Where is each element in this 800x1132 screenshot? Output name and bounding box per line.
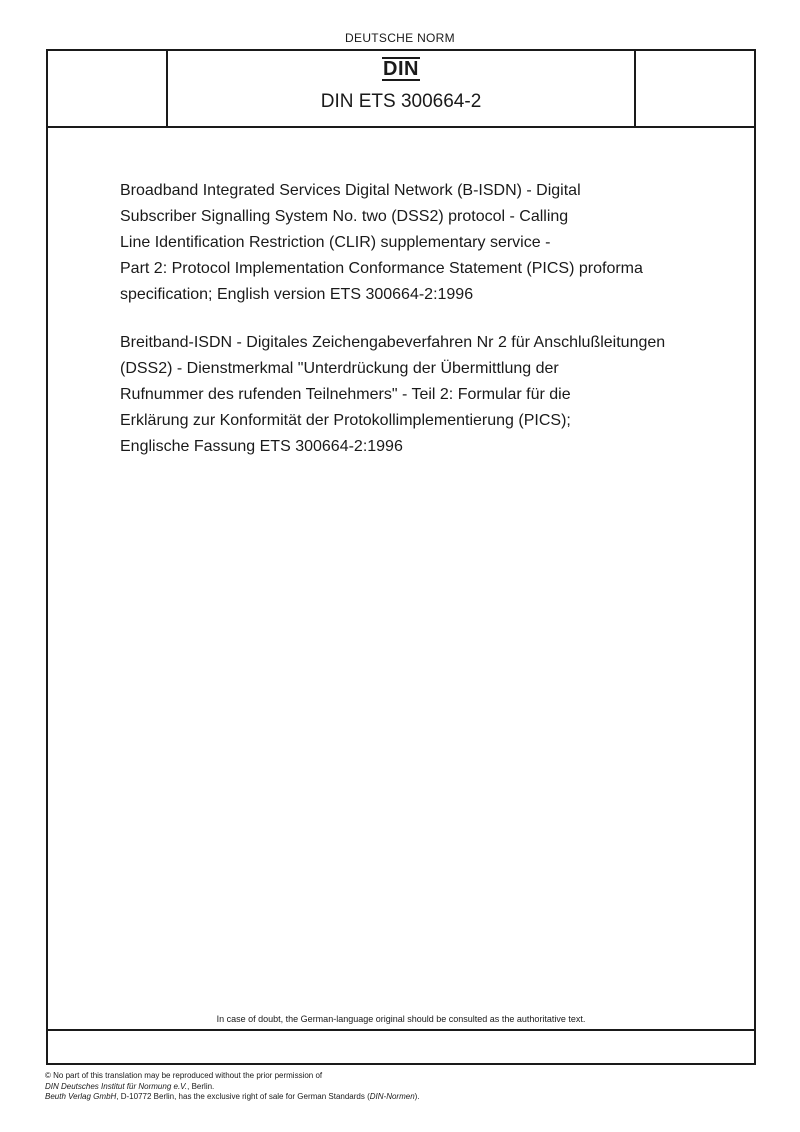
english-title-line: Part 2: Protocol Implementation Conformance Statement (PICS) proforma (120, 260, 643, 277)
header-row (48, 51, 754, 128)
english-title-line: Broadband Integrated Services Digital Network (B-ISDN) - Digital (120, 182, 581, 199)
german-title-line: Rufnummer des rufenden Teilnehmers" - Teil 2: Formular für die (120, 386, 571, 403)
english-title-line: specification; English version ETS 300664-2:1996 (120, 286, 474, 303)
beuth-verlag-name: Beuth Verlag GmbH (45, 1092, 117, 1101)
german-title-line: Erklärung zur Konformität der Protokollimplementierung (PICS); (120, 412, 571, 429)
document-type-label: DEUTSCHE NORM (345, 31, 455, 45)
english-title-line: Line Identification Restriction (CLIR) supplementary service - (120, 234, 551, 251)
german-title-line: Breitband-ISDN - Digitales Zeichengabeverfahren Nr 2 für Anschlußleitungen (120, 334, 666, 351)
english-title (120, 178, 740, 308)
copyright-footer (45, 1071, 745, 1103)
copyright-line: © No part of this translation may be reproduced without the prior permission of (45, 1071, 323, 1080)
header-right-cell (634, 51, 754, 126)
sales-rights-text: , D-10772 Berlin, has the exclusive right of sale for German Standards ( (116, 1092, 370, 1101)
german-title (120, 330, 740, 460)
permission-line (45, 1082, 745, 1093)
english-title-line: Subscriber Signalling System No. two (DSS2) protocol - Calling (120, 208, 569, 225)
page-frame (46, 49, 756, 1065)
permission-line-rest: , Berlin. (187, 1081, 215, 1091)
din-institute-name: DIN Deutsches Institut für Normung e.V. (45, 1081, 188, 1091)
bottom-row (48, 1029, 754, 1065)
german-title-line: (DSS2) - Dienstmerkmal "Unterdrückung der Übermittlung der (120, 360, 559, 377)
german-title-line: Englische Fassung ETS 300664-2:1996 (120, 438, 403, 455)
header-center-cell (168, 51, 634, 126)
document-number: DIN ETS 300664-2 (320, 91, 482, 112)
din-logo (168, 57, 634, 81)
sales-rights-end: ). (414, 1092, 420, 1101)
din-logo-text: DIN (383, 58, 419, 80)
authoritative-text-note: In case of doubt, the German-language original should be consulted as the authoritative text. (216, 1014, 586, 1024)
din-normen-text: DIN-Normen (369, 1092, 415, 1101)
title-content (120, 178, 740, 460)
header-left-cell (48, 51, 168, 126)
sales-rights-line (45, 1092, 745, 1103)
